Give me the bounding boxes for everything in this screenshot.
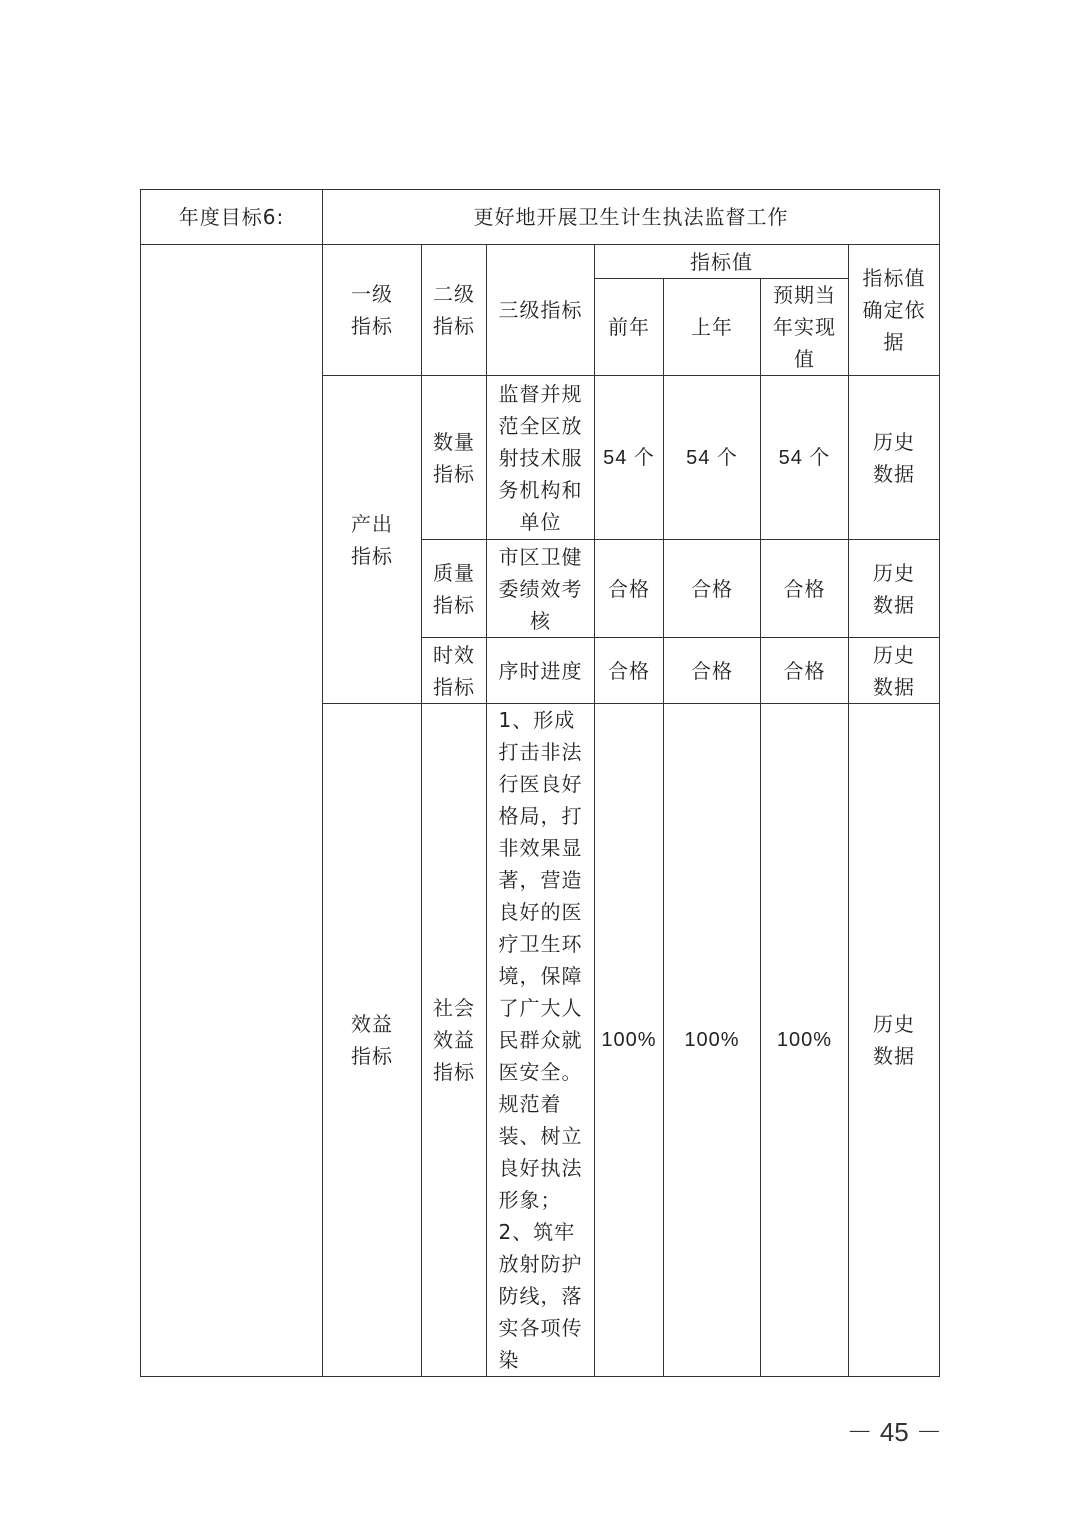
- row-prev1: 合格: [664, 638, 761, 704]
- row-basis: 历史数据: [849, 540, 940, 638]
- row-prev1: 100%: [664, 704, 761, 1377]
- col-basis: 指标值确定依据: [849, 245, 940, 376]
- page-number: － 45 －: [846, 1417, 942, 1447]
- goal-label: 年度目标6:: [141, 190, 323, 245]
- row-prev2: 100%: [595, 704, 664, 1377]
- col-prev2: 前年: [595, 279, 664, 376]
- row-level3: 市区卫健委绩效考核: [487, 540, 595, 638]
- group-benefit: 效益指标: [323, 704, 422, 1377]
- row-basis: 历史数据: [849, 704, 940, 1377]
- row-level2: 数量指标: [422, 376, 487, 540]
- row-prev1: 合格: [664, 540, 761, 638]
- group-output: 产出指标: [323, 376, 422, 704]
- row-prev2: 54 个: [595, 376, 664, 540]
- performance-table: [140, 189, 940, 1377]
- row-expected: 54 个: [761, 376, 849, 540]
- row-basis: 历史数据: [849, 638, 940, 704]
- row-expected: 合格: [761, 638, 849, 704]
- row-level2: 社会效益指标: [422, 704, 487, 1377]
- row-level3: 1、形成打击非法行医良好格局，打非效果显著，营造良好的医疗卫生环境，保障了广大人民群众就医安全。规范着装、树立良好执法形象；2、筑牢放射防护防线，落实各项传染: [487, 704, 595, 1377]
- row-prev1: 54 个: [664, 376, 761, 540]
- goal-row: [141, 190, 940, 245]
- row-prev2: 合格: [595, 540, 664, 638]
- header-row-1: [141, 245, 940, 279]
- row-basis: 历史数据: [849, 376, 940, 540]
- row-level3: 序时进度: [487, 638, 595, 704]
- col-value-group: 指标值: [595, 245, 849, 279]
- col-prev1: 上年: [664, 279, 761, 376]
- col-level1: 一级指标: [323, 245, 422, 376]
- col-level2: 二级指标: [422, 245, 487, 376]
- row-level2: 时效指标: [422, 638, 487, 704]
- row-expected: 合格: [761, 540, 849, 638]
- row-expected: 100%: [761, 704, 849, 1377]
- row-level3: 监督并规范全区放射技术服务机构和单位: [487, 376, 595, 540]
- col-expected: 预期当年实现值: [761, 279, 849, 376]
- row-prev2: 合格: [595, 638, 664, 704]
- goal-text: 更好地开展卫生计生执法监督工作: [323, 190, 940, 245]
- left-blank-cell: [141, 245, 323, 1377]
- col-level3: 三级指标: [487, 245, 595, 376]
- row-level2: 质量指标: [422, 540, 487, 638]
